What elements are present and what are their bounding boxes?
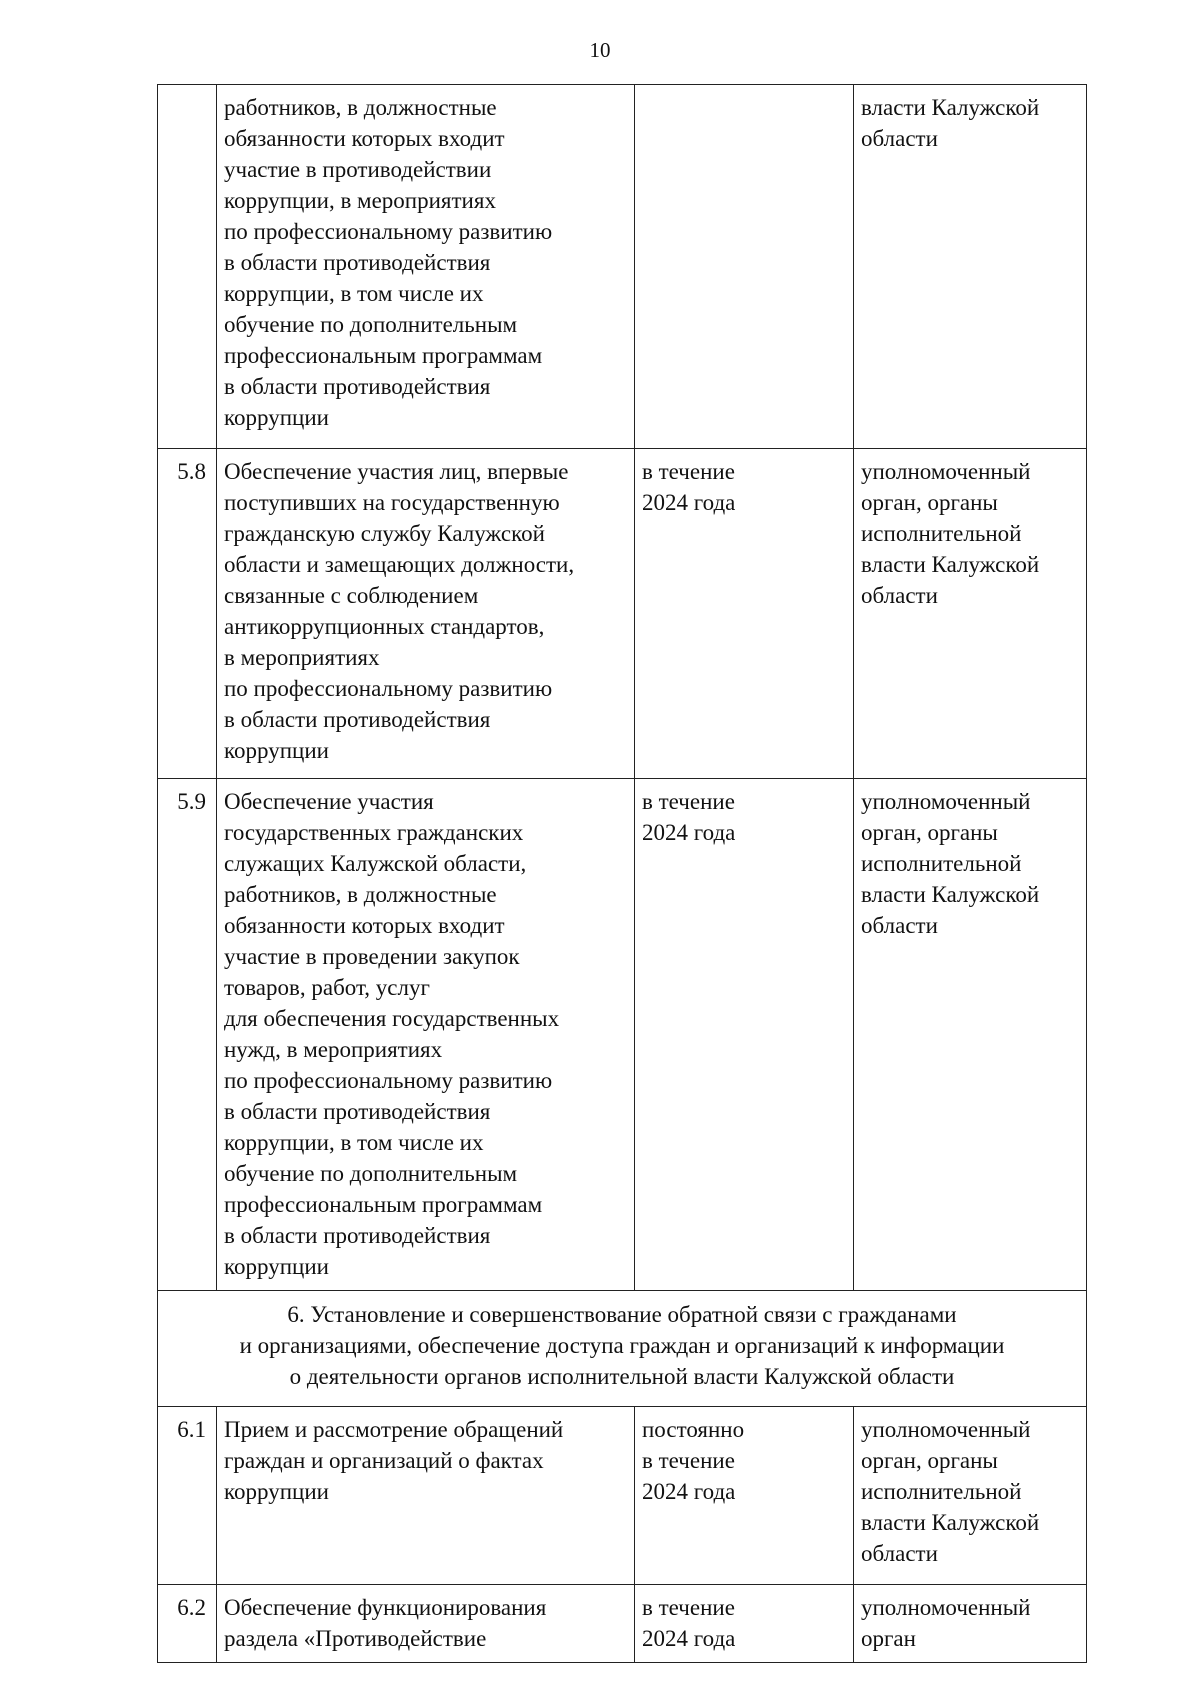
action-plan-body bbox=[158, 85, 1087, 1663]
text-line: профессиональным программам bbox=[224, 1192, 543, 1217]
text-line: гражданскую службу Калужской bbox=[224, 521, 545, 546]
table-row bbox=[158, 1407, 1087, 1585]
text-line: 2024 года bbox=[642, 820, 736, 845]
text-line: коррупции, в том числе их bbox=[224, 1130, 484, 1155]
text-line: власти Калужской bbox=[861, 552, 1040, 577]
executor-cell bbox=[854, 779, 1087, 1291]
text-line: в области противодействия bbox=[224, 250, 491, 275]
term-cell bbox=[635, 1407, 854, 1585]
text-line: в области противодействия bbox=[224, 374, 491, 399]
text-line: в течение bbox=[642, 1448, 735, 1473]
text-line: в течение bbox=[642, 789, 735, 814]
text-line: исполнительной bbox=[861, 1479, 1022, 1504]
text-line: в области противодействия bbox=[224, 1223, 491, 1248]
text-line: служащих Калужской области, bbox=[224, 851, 527, 876]
text-line: 6. Установление и совершенствование обратной связи с гражданами bbox=[287, 1302, 957, 1327]
text-line: коррупции, в том числе их bbox=[224, 281, 484, 306]
text-line: обязанности которых входит bbox=[224, 126, 505, 151]
text-line: для обеспечения государственных bbox=[224, 1006, 560, 1031]
text-line: обучение по дополнительным bbox=[224, 1161, 518, 1186]
text-line: по профессиональному развитию bbox=[224, 676, 553, 701]
table-row bbox=[158, 449, 1087, 779]
text-line: исполнительной bbox=[861, 521, 1022, 546]
measure-cell bbox=[217, 449, 635, 779]
text-line: Обеспечение участия bbox=[224, 789, 434, 814]
text-line: области bbox=[861, 126, 938, 151]
text-line: раздела «Противодействие bbox=[224, 1626, 487, 1651]
text-line: государственных гражданских bbox=[224, 820, 524, 845]
text-line: участие в противодействии bbox=[224, 157, 492, 182]
text-line: поступивших на государственную bbox=[224, 490, 560, 515]
measure-cell bbox=[217, 85, 635, 449]
text-line: уполномоченный bbox=[861, 789, 1031, 814]
executor-cell bbox=[854, 449, 1087, 779]
section-header-row bbox=[158, 1291, 1087, 1407]
text-line: уполномоченный bbox=[861, 1595, 1031, 1620]
text-line: орган bbox=[861, 1626, 916, 1651]
text-line: граждан и организаций о фактах bbox=[224, 1448, 544, 1473]
text-line: власти Калужской bbox=[861, 1510, 1040, 1535]
item-number: 5.9 bbox=[158, 779, 217, 1291]
measure-cell bbox=[217, 1407, 635, 1585]
item-number: 6.2 bbox=[158, 1585, 217, 1663]
text-line: орган, органы bbox=[861, 820, 998, 845]
text-line: коррупции bbox=[224, 405, 329, 430]
item-number: 6.1 bbox=[158, 1407, 217, 1585]
text-line: орган, органы bbox=[861, 490, 998, 515]
text-line: орган, органы bbox=[861, 1448, 998, 1473]
text-line: коррупции bbox=[224, 1254, 329, 1279]
term-cell bbox=[635, 779, 854, 1291]
text-line: 2024 года bbox=[642, 1479, 736, 1504]
text-line: в течение bbox=[642, 1595, 735, 1620]
measure-cell bbox=[217, 1585, 635, 1663]
term-cell bbox=[635, 1585, 854, 1663]
text-line: товаров, работ, услуг bbox=[224, 975, 430, 1000]
executor-cell bbox=[854, 1407, 1087, 1585]
text-line: обязанности которых входит bbox=[224, 913, 505, 938]
text-line: уполномоченный bbox=[861, 459, 1031, 484]
table-row bbox=[158, 1585, 1087, 1663]
text-line: 2024 года bbox=[642, 1626, 736, 1651]
text-line: области bbox=[861, 583, 938, 608]
text-line: о деятельности органов исполнительной власти Калужской области bbox=[289, 1364, 955, 1389]
text-line: работников, в должностные bbox=[224, 95, 497, 120]
text-line: Обеспечение функционирования bbox=[224, 1595, 547, 1620]
executor-cell bbox=[854, 1585, 1087, 1663]
item-number: 5.8 bbox=[158, 449, 217, 779]
text-line: в области противодействия bbox=[224, 1099, 491, 1124]
text-line: в области противодействия bbox=[224, 707, 491, 732]
text-line: коррупции bbox=[224, 1479, 329, 1504]
text-line: по профессиональному развитию bbox=[224, 1068, 553, 1093]
action-plan-table bbox=[157, 84, 1087, 1663]
text-line: в мероприятиях bbox=[224, 645, 380, 670]
text-line: антикоррупционных стандартов, bbox=[224, 614, 545, 639]
text-line: уполномоченный bbox=[861, 1417, 1031, 1442]
measure-cell bbox=[217, 779, 635, 1291]
text-line: Прием и рассмотрение обращений bbox=[224, 1417, 564, 1442]
text-line: власти Калужской bbox=[861, 882, 1040, 907]
text-line: постоянно bbox=[642, 1417, 745, 1442]
text-line: области bbox=[861, 1541, 938, 1566]
text-line: связанные с соблюдением bbox=[224, 583, 479, 608]
text-line: работников, в должностные bbox=[224, 882, 497, 907]
text-line: профессиональным программам bbox=[224, 343, 543, 368]
text-line: коррупции bbox=[224, 738, 329, 763]
text-line: по профессиональному развитию bbox=[224, 219, 553, 244]
section-title bbox=[158, 1291, 1087, 1407]
table-row bbox=[158, 779, 1087, 1291]
text-line: в течение bbox=[642, 459, 735, 484]
text-line: участие в проведении закупок bbox=[224, 944, 520, 969]
text-line: власти Калужской bbox=[861, 95, 1040, 120]
term-cell bbox=[635, 449, 854, 779]
item-number bbox=[158, 85, 217, 449]
text-line: нужд, в мероприятиях bbox=[224, 1037, 443, 1062]
text-line: области и замещающих должности, bbox=[224, 552, 575, 577]
term-cell bbox=[635, 85, 854, 449]
text-line: 2024 года bbox=[642, 490, 736, 515]
text-line: Обеспечение участия лиц, впервые bbox=[224, 459, 569, 484]
text-line: коррупции, в мероприятиях bbox=[224, 188, 496, 213]
text-line: области bbox=[861, 913, 938, 938]
executor-cell bbox=[854, 85, 1087, 449]
text-line: и организациями, обеспечение доступа граждан и организаций к информации bbox=[239, 1333, 1005, 1358]
text-line: исполнительной bbox=[861, 851, 1022, 876]
page-number: 10 bbox=[589, 38, 611, 62]
text-line: обучение по дополнительным bbox=[224, 312, 518, 337]
table-row bbox=[158, 85, 1087, 449]
